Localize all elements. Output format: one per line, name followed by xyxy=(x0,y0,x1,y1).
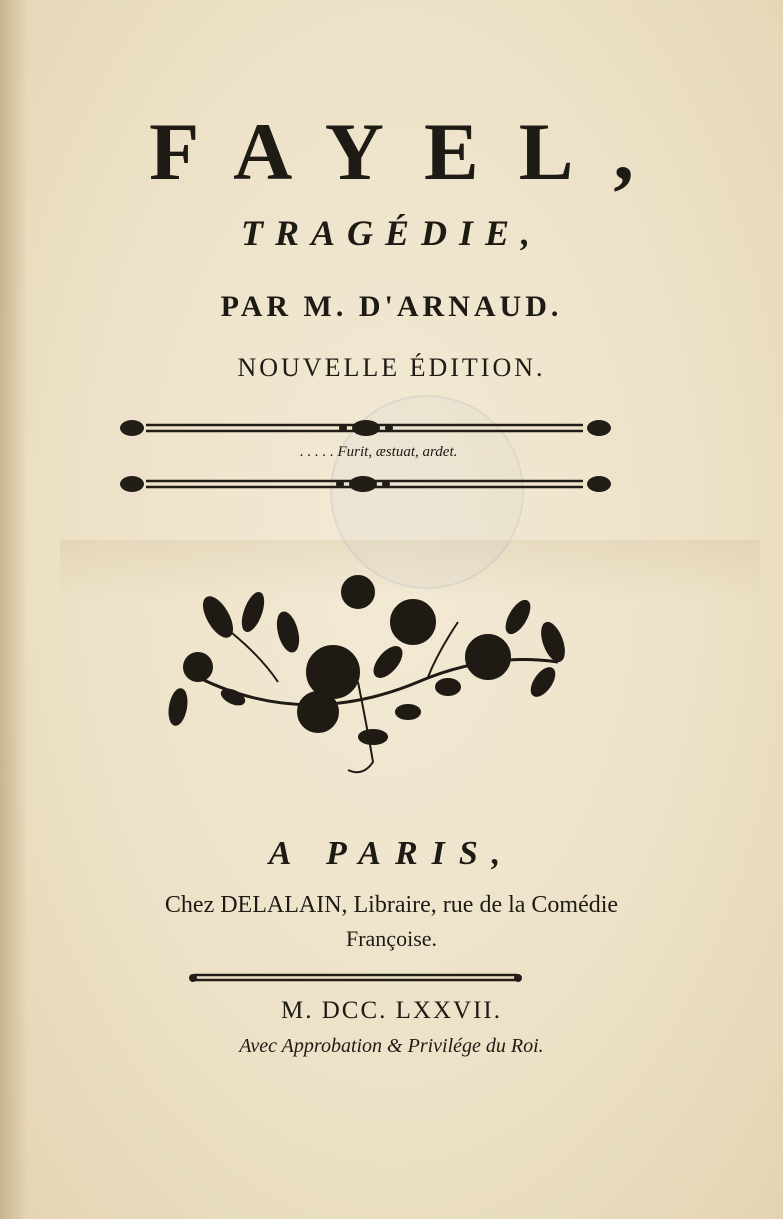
imprint-place: A PARIS, xyxy=(268,835,515,872)
author-line: PAR M. D'ARNAUD. xyxy=(220,290,563,323)
floral-vignette xyxy=(158,562,578,787)
ornamental-rule-top xyxy=(118,414,613,442)
ornamental-rule-middle xyxy=(118,470,613,498)
imprint-publisher: Chez DELALAIN, Libraire, rue de la Comédie xyxy=(164,892,619,918)
ornamental-rule-bottom xyxy=(188,970,523,986)
book-genre: TRAGÉDIE, xyxy=(240,213,543,253)
imprint-publisher-continued: Françoise. xyxy=(345,926,438,951)
book-title: FAYEL, xyxy=(149,106,674,197)
edition-line: NOUVELLE ÉDITION. xyxy=(237,353,546,382)
publication-date: M. DCC. LXXVII. xyxy=(281,997,502,1024)
epigraph: . . . . . Furit, æstuat, ardet. xyxy=(300,444,458,460)
royal-privilege: Avec Approbation & Privilége du Roi. xyxy=(239,1035,544,1057)
